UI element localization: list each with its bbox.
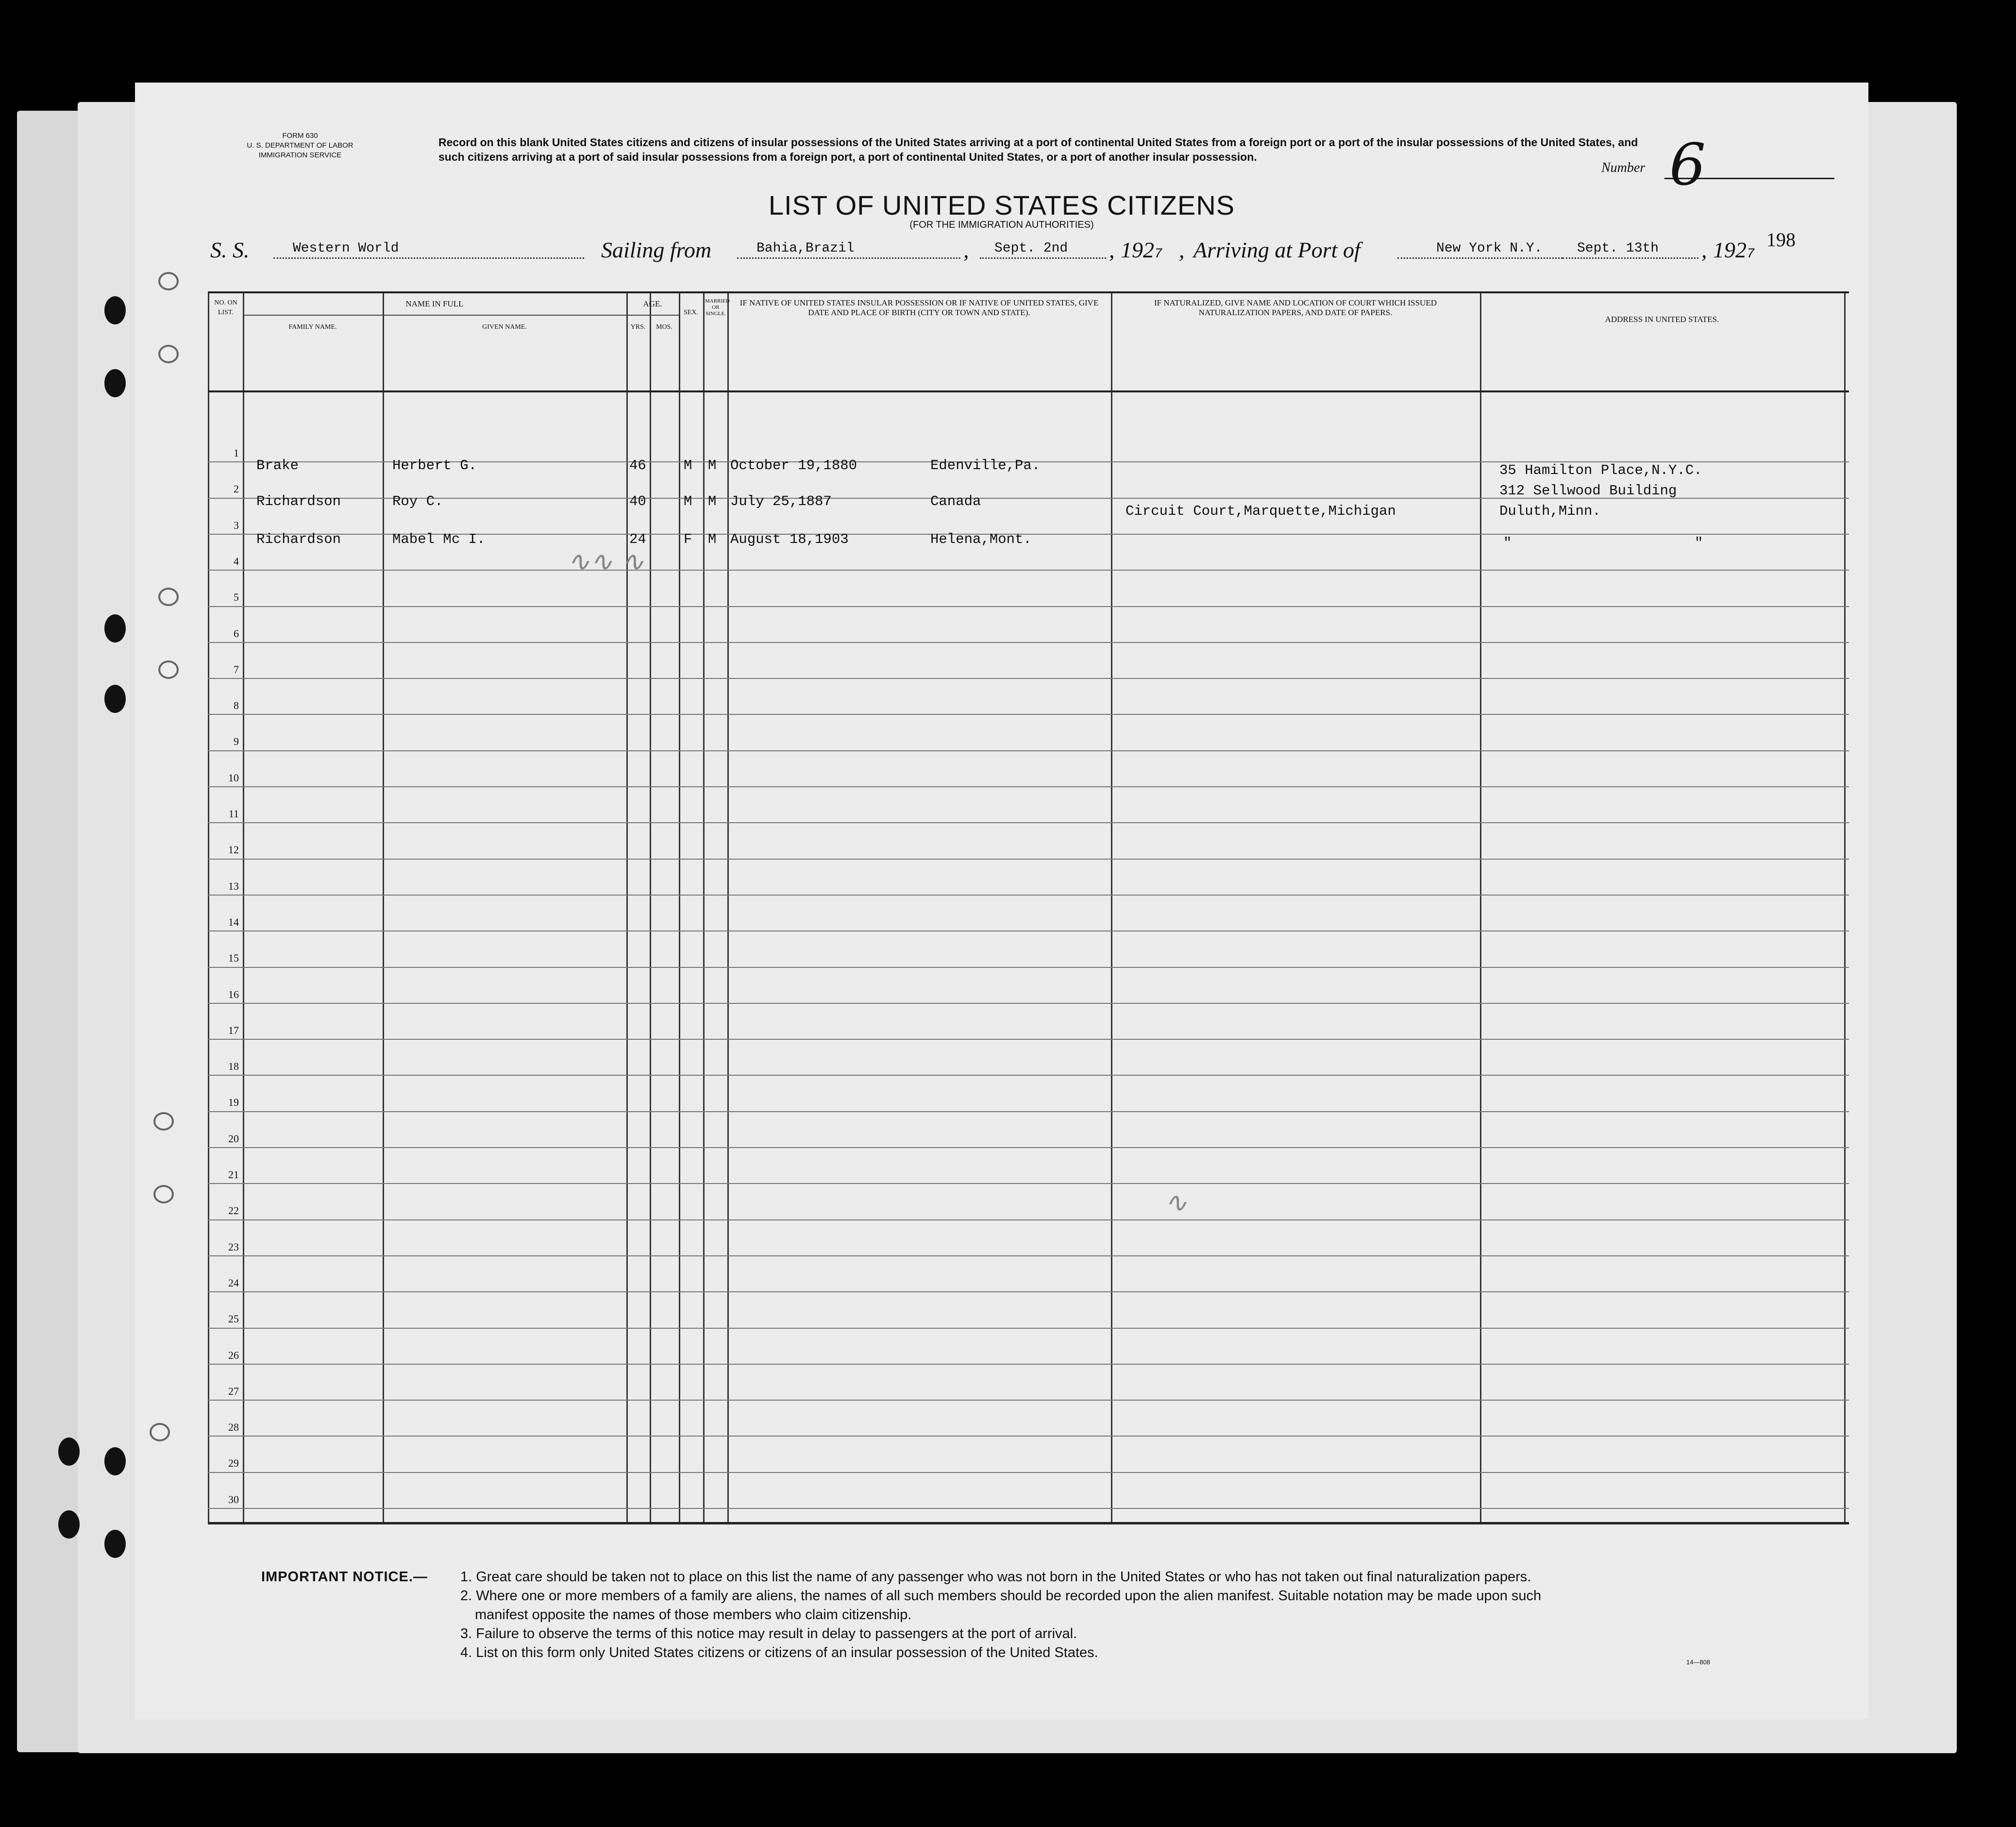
arrival-port: New York N.Y.: [1436, 241, 1543, 256]
row-1-given: Herbert G.: [392, 457, 477, 474]
punch-ring-icon: [158, 588, 179, 606]
row-number: 8: [234, 699, 239, 712]
row-3-family: Richardson: [256, 531, 341, 547]
binder-hole-icon: [58, 1438, 80, 1466]
row-2-address: 312 Sellwood Building: [1499, 483, 1677, 499]
column-rule: [727, 293, 729, 1522]
row-number: 7: [234, 663, 239, 676]
departure-date-field: [980, 241, 1106, 259]
table-row: [208, 678, 1849, 679]
row-number: 1: [234, 447, 239, 459]
punch-ring-icon: [150, 1423, 170, 1441]
arrival-year: [1713, 237, 1755, 263]
number-label: Number: [1601, 160, 1646, 175]
sailing-from-field: [737, 241, 960, 259]
row-number: 17: [228, 1024, 239, 1036]
table-row: [208, 1111, 1849, 1112]
row-2-naturalized: Circuit Court,Marquette,Michigan: [1126, 503, 1396, 519]
column-rule: [679, 293, 680, 1522]
binder-hole-icon: [104, 1447, 126, 1475]
form-code: 14—808: [1686, 1658, 1711, 1666]
column-rule: [650, 293, 651, 1522]
row-number: 27: [228, 1385, 239, 1397]
header-birth: IF NATIVE OF UNITED STATES INSULAR POSSESSION OR IF NATIVE OF UNITED STATES, GIVE DATE AND PLACE OF BIRTH (CITY OR TOWN AND STATE).: [739, 298, 1099, 317]
row-3-address: Duluth,Minn.: [1499, 503, 1601, 519]
header-rule: [208, 390, 1849, 392]
punch-ring-icon: [158, 345, 179, 363]
row-number: 4: [234, 555, 239, 567]
column-rule: [383, 293, 384, 1522]
row-1-family: Brake: [256, 457, 299, 474]
table-row: [208, 822, 1849, 823]
row-2-birth-date: July 25,1887: [730, 493, 832, 509]
notice-item-2: 2. Where one or more members of a family are aliens, the names of all such members should be recorded upon the alien manifest. Suitable notation may be made upon such: [460, 1588, 1542, 1604]
table-row: [208, 1436, 1849, 1437]
departure-date: Sept. 2nd: [994, 241, 1068, 256]
page-title: LIST OF UNITED STATES CITIZENS: [768, 190, 1235, 220]
row-1-address: 35 Hamilton Place,N.Y.C.: [1499, 462, 1702, 478]
binder-hole-icon: [104, 1530, 126, 1558]
binder-hole-icon: [104, 685, 126, 713]
notice-item-1: 1. Great care should be taken not to place on this list the name of any passenger who was not born in the United States or who has not taken out final naturalization papers.: [460, 1569, 1531, 1585]
notice-item-2-cont: manifest opposite the names of those members who claim citizenship.: [475, 1607, 912, 1623]
header-address: ADDRESS IN UNITED STATES.: [1605, 315, 1719, 324]
punch-ring-icon: [153, 1112, 174, 1131]
table-row: [208, 1364, 1849, 1365]
row-2-given: Roy C.: [392, 493, 443, 509]
row-3-yrs: 24: [629, 531, 646, 547]
row-number: 15: [228, 952, 239, 964]
punch-ring-icon: [153, 1185, 174, 1203]
row-3-birth-place: Helena,Mont.: [930, 531, 1032, 547]
row-number: 10: [228, 771, 239, 784]
year-prefix: 192: [1713, 237, 1747, 262]
table-row: [208, 1075, 1849, 1076]
row-1-yrs: 46: [629, 457, 646, 474]
header-sex: SEX.: [684, 309, 698, 316]
table-row: [208, 714, 1849, 715]
row-number: 22: [228, 1204, 239, 1217]
pencil-mark-icon: ∿: [1164, 1187, 1187, 1218]
row-2-family: Richardson: [256, 493, 341, 509]
row-number: 9: [234, 735, 239, 748]
header-family-name: FAMILY NAME.: [288, 323, 337, 331]
table-row: [208, 930, 1849, 931]
row-3-address-ditto: ": [1503, 535, 1512, 551]
table-row: [208, 1508, 1849, 1509]
year-prefix: 192: [1121, 237, 1154, 262]
row-number: 21: [228, 1168, 239, 1181]
row-3-address-ditto: ": [1695, 535, 1703, 551]
arrival-year-digit: 7: [1747, 247, 1755, 262]
page-subtitle: (FOR THE IMMIGRATION AUTHORITIES): [909, 220, 1094, 230]
row-number: 18: [228, 1060, 239, 1073]
row-number: 24: [228, 1276, 239, 1289]
table-row: [208, 1219, 1849, 1220]
ship-name: Western World: [293, 241, 399, 256]
form-issuer: [198, 131, 402, 160]
binder-hole-icon: [58, 1510, 80, 1539]
row-number: 13: [228, 880, 239, 892]
row-number: 25: [228, 1313, 239, 1325]
row-3-marital: M: [708, 531, 717, 547]
notice-item-3: 3. Failure to observe the terms of this notice may result in delay to passengers at the port of arrival.: [460, 1626, 1077, 1641]
row-2-yrs: 40: [629, 493, 646, 509]
row-number: 16: [228, 988, 239, 1000]
notice-item-4: 4. List on this form only United States citizens or citizens of an insular possession of the United States.: [460, 1645, 1098, 1660]
table-row: [208, 1039, 1849, 1040]
table-row: [208, 1472, 1849, 1473]
row-1-marital: M: [708, 457, 717, 474]
service-name: IMMIGRATION SERVICE: [258, 151, 342, 159]
row-1-sex: M: [684, 457, 692, 474]
page-stamp: 198: [1766, 229, 1796, 251]
column-rule: [1480, 293, 1481, 1522]
ss-label: S. S.: [210, 237, 250, 262]
row-2-sex: M: [684, 493, 692, 509]
row-1-birth-date: October 19,1880: [730, 457, 857, 474]
row-number: 2: [234, 483, 239, 495]
table-row: [208, 1291, 1849, 1292]
binder-hole-icon: [104, 614, 126, 643]
table-row: [208, 750, 1849, 751]
table-row: [208, 642, 1849, 643]
row-2-marital: M: [708, 493, 717, 509]
sailing-label: Sailing from: [601, 237, 712, 262]
notice-label: IMPORTANT NOTICE.—: [261, 1569, 428, 1585]
table-row: [208, 1147, 1849, 1148]
row-3-birth-date: August 18,1903: [730, 531, 849, 547]
column-rule: [703, 293, 705, 1522]
binder-hole-icon: [104, 369, 126, 397]
row-number: 26: [228, 1349, 239, 1361]
punch-ring-icon: [158, 660, 179, 679]
citizen-list-form: FORM 630 U. S. DEPARTMENT OF LABOR IMMIGRATION SERVICE Record on this blank United States citizens and citizens of insular possessions of the United States arriving at a port of continental United States from a foreign port or a port of the insular possessions of the United States, and such citizens arriving at a port of said insular possessions from a foreign port, a port of continental United States, or a port of another insular possession. Number 6 LIST OF UNITED STATES CITIZENS (FOR THE IMMIGRATION AUTHORITIES) 198 S. S. Western World Sailing from Bahia,Brazil , Sept. 2nd , 1927 , Arriving at Port of New York N.Y. Sept. 13th , 1927 NO. ON LIST. NAME IN FULL FAMILY NAME. GIVEN NAME. AGE. YRS. MOS. SEX. MARRIED OR SINGLE. IF NATIVE OF UNITED STATES INSULAR POSSESSION OR IF NATIVE OF UNITED STATES, GIVE DATE AND PLACE OF BIRTH (CITY OR TOWN AND STATE). IF NATURALIZED, GIVE NAME AND LOCATION OF COURT WHICH ISSUED NATURALIZATION PAPERS, AND DATE OF PAPERS. ADDRESS IN UNITED STATES. 1 2 3 4 5 6 7 8 9 10 11 12 13 14 15 16 17 18 19 20 21 22 23 24 25 26 27 28 29 30 Brake Herbert G. 46 M M October 19,1880 Edenville,Pa. 35 Hamilton Place,N.Y.C. Richardson Roy C. 40 M M July 25,1887 Canada Circuit Court,Marquette,Michigan 312 Sellwood Building Richardson Mabel Mc I. 24 F M August 18,1903 Helena,Mont. Duluth,Minn. " " ∿∿ ∿ ∿ IMPORTANT NOTICE.— 1. Great care should be taken not to place on this list the name of any passenger who was not born in the United States or who has not taken out final naturalization papers. 2. Where one or more members of a family are aliens, the names of all such members should be recorded upon the alien manifest. Suitable notation may be made upon such manifest opposite the names of those members who claim citizenship. 3. Failure to observe the terms of this notice may result in delay to passengers at the port of arrival. 4. List on this form only United States citizens or citizens of an insular possession of the United States. 14—808: [135, 83, 1868, 1719]
list-number: 6: [1669, 131, 1706, 198]
header-mos: MOS.: [656, 323, 672, 331]
arrival-date: Sept. 13th: [1577, 241, 1659, 256]
punch-ring-icon: [158, 272, 179, 290]
pencil-mark-icon: ∿∿ ∿: [567, 546, 644, 577]
header-naturalized: IF NATURALIZED, GIVE NAME AND LOCATION OF COURT WHICH ISSUED NATURALIZATION PAPERS, AND DATE OF PAPERS.: [1154, 298, 1437, 317]
table-row: [208, 606, 1849, 607]
column-rule: [243, 293, 244, 1522]
arrival-port-field: [1397, 241, 1562, 259]
table-row: [208, 859, 1849, 860]
row-number: 19: [228, 1096, 239, 1109]
arrival-date-field: [1562, 241, 1698, 259]
header-married-single: MARRIED OR SINGLE.: [705, 298, 730, 317]
table-row: [208, 1400, 1849, 1401]
row-number: 3: [234, 519, 239, 531]
column-rule: [626, 293, 628, 1522]
row-2-birth-place: Canada: [930, 493, 981, 509]
row-number: 6: [234, 627, 239, 640]
table-row: [208, 1003, 1849, 1004]
row-3-sex: F: [684, 531, 692, 547]
table-row: [208, 1183, 1849, 1184]
table-row: [208, 967, 1849, 968]
departure-year-digit: 7: [1154, 247, 1162, 262]
header-name-in-full: NAME IN FULL: [405, 299, 464, 308]
header-age: AGE.: [643, 299, 662, 308]
row-number: 20: [228, 1132, 239, 1145]
header-yrs: YRS.: [630, 323, 646, 331]
row-number: 29: [228, 1457, 239, 1470]
form-instructions: Record on this blank United States citizens and citizens of insular possessions of the United States arriving at a port of continental United States from a foreign port or a port of the insular possessions of the United States, and such citizens arriving at a port of said insular possessions from a foreign port, a port of continental United States, or a port of another insular possession.: [438, 136, 1638, 163]
row-number: 28: [228, 1421, 239, 1434]
table-row: [208, 895, 1849, 896]
header-given-name: GIVEN NAME.: [482, 323, 527, 331]
column-rule: [208, 293, 209, 1522]
table-row: [208, 1328, 1849, 1329]
row-number: 12: [228, 844, 239, 856]
row-number: 5: [234, 591, 239, 604]
header-no: NO. ON LIST.: [214, 299, 237, 316]
department-name: U. S. DEPARTMENT OF LABOR: [247, 141, 353, 150]
binder-hole-icon: [104, 296, 126, 324]
table-row: [208, 1255, 1849, 1256]
sailing-from: Bahia,Brazil: [756, 241, 855, 256]
row-number: 14: [228, 915, 239, 928]
row-number: 11: [228, 808, 239, 820]
departure-year: [1121, 237, 1162, 263]
form-number: FORM 630: [282, 132, 318, 140]
row-number: 23: [228, 1240, 239, 1253]
row-1-birth-place: Edenville,Pa.: [930, 457, 1041, 474]
table-row: [208, 570, 1849, 571]
row-number: 30: [228, 1493, 239, 1506]
table-row: [208, 786, 1849, 787]
row-3-given: Mabel Mc I.: [392, 531, 486, 547]
ship-field: [273, 241, 584, 259]
column-rule: [1844, 293, 1846, 1522]
arriving-label: Arriving at Port of: [1193, 237, 1361, 262]
column-rule: [1111, 293, 1112, 1522]
passenger-table: [208, 291, 1849, 1524]
